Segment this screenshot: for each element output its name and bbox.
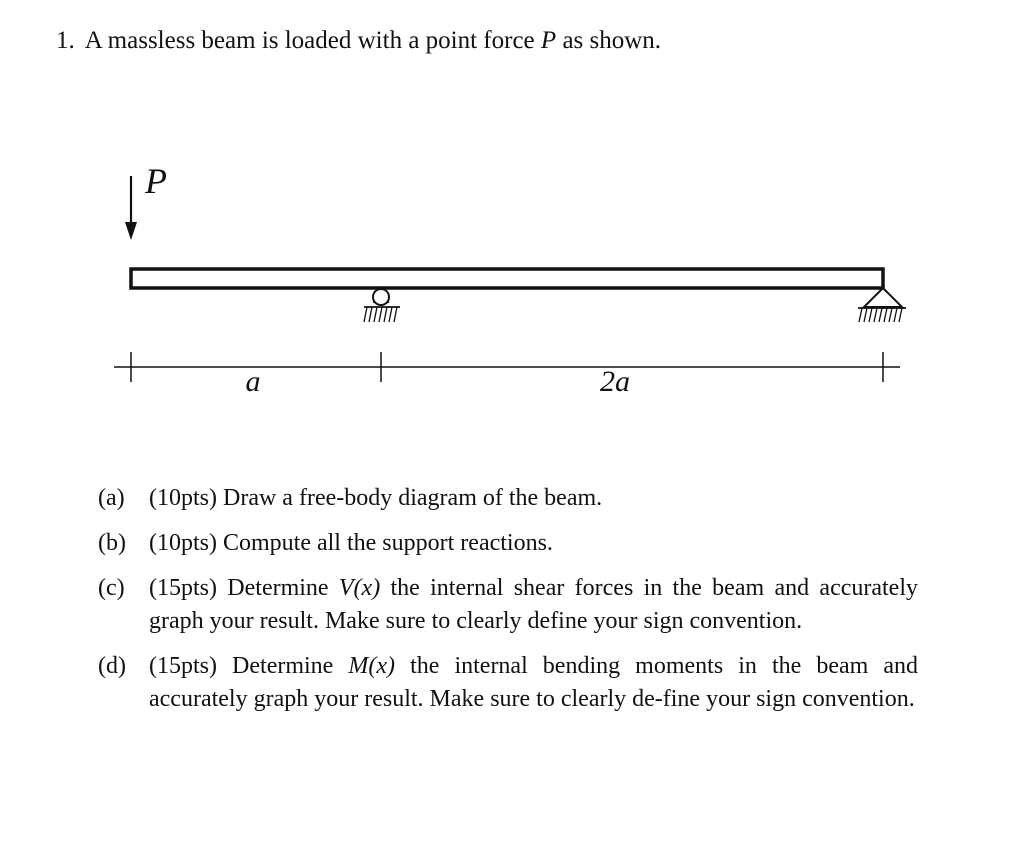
problem-number: 1. — [56, 27, 75, 54]
shear-function: V(x) — [338, 575, 381, 601]
problem-text-before: A massless beam is loaded with a point force — [84, 27, 541, 54]
part-text: (15pts) Determine — [149, 575, 339, 601]
part-label: (c) — [98, 575, 125, 601]
force-arrow-icon — [125, 176, 137, 240]
force-symbol: P — [540, 27, 557, 54]
dimension-label-a: a — [245, 365, 261, 398]
part-text: (10pts) Compute all the support reactions. — [149, 530, 553, 556]
dimension-line — [114, 352, 900, 382]
part-label: (a) — [98, 485, 125, 511]
part-text: the internal bending moments in the beam and accurately graph your result. Make sure to clearly de-fine your sign convention. — [149, 653, 918, 712]
part-label: (b) — [98, 530, 126, 556]
question-part-b — [98, 527, 918, 560]
question-part-d — [98, 650, 918, 716]
force-label: P — [145, 161, 167, 201]
pin-support-icon — [858, 288, 906, 322]
roller-support-icon — [364, 288, 400, 322]
part-text: the internal shear forces in the beam and accurately graph your result. Make sure to clearly define your sign convention. — [149, 575, 919, 634]
part-label: (d) — [98, 653, 126, 679]
question-part-a — [98, 482, 918, 515]
question-parts — [98, 482, 918, 728]
part-text: (10pts) Draw a free-body diagram of the beam. — [149, 485, 603, 511]
part-text: (15pts) Determine — [149, 653, 349, 679]
problem-text-after: as shown. — [556, 27, 662, 54]
dimension-label-2a: 2a — [600, 365, 630, 398]
question-part-c — [98, 572, 918, 638]
beam — [131, 269, 883, 288]
moment-function: M(x) — [348, 653, 396, 679]
